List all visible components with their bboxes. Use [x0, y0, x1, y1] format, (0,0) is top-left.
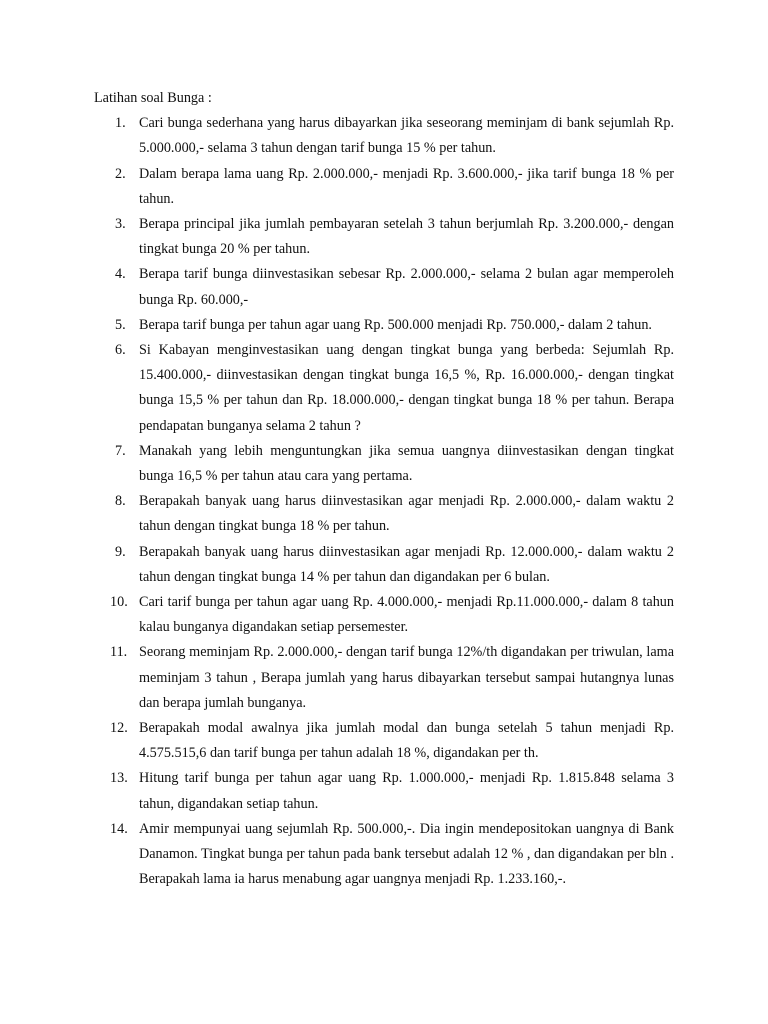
- question-item: [94, 212, 674, 262]
- question-item: [94, 162, 674, 212]
- question-text: Hitung tarif bunga per tahun agar uang Rp. 1.000.000,- menjadi Rp. 1.815.848 selama 3 tahun, digandakan setiap tahun.: [139, 770, 674, 812]
- question-number: 5.: [115, 316, 126, 333]
- question-number: 8.: [115, 493, 126, 510]
- question-number: 13.: [110, 770, 128, 787]
- question-item: [94, 262, 674, 312]
- question-text: Dalam berapa lama uang Rp. 2.000.000,- menjadi Rp. 3.600.000,- jika tarif bunga 18 % per tahun.: [139, 165, 674, 207]
- question-text: Berapakah banyak uang harus diinvestasikan agar menjadi Rp. 2.000.000,- dalam waktu 2 tahun dengan tingkat bunga 18 % per tahun.: [139, 493, 674, 535]
- question-text: Berapakah banyak uang harus diinvestasikan agar menjadi Rp. 12.000.000,- dalam waktu 2 tahun dengan tingkat bunga 14 % per tahun dan digandakan per 6 bulan.: [139, 543, 674, 585]
- question-item: [94, 439, 674, 489]
- question-number: 10.: [110, 594, 128, 611]
- question-item: [94, 590, 674, 640]
- question-number: 11.: [110, 644, 128, 661]
- question-text: Cari bunga sederhana yang harus dibayarkan jika seseorang meminjam di bank sejumlah Rp. 5.000.000,- selama 3 tahun dengan tarif bunga 15 % per tahun.: [139, 115, 674, 157]
- question-number: 2.: [115, 165, 126, 182]
- question-text: Si Kabayan menginvestasikan uang dengan tingkat bunga yang berbeda: Sejumlah Rp. 15.400.000,- diinvestasikan dengan tingkat bunga 16,5 %, Rp. 16.000.000,- dengan tingkat bunga 15,5 % per tahun dan Rp. 18.000.000,- dengan tingkat bunga 18 % per tahun. Berapa pendapatan bunganya selama 2 tahun ?: [139, 342, 674, 434]
- question-item: [94, 338, 674, 439]
- question-item: [94, 313, 674, 338]
- question-number: 12.: [110, 720, 128, 737]
- question-text: Berapa principal jika jumlah pembayaran setelah 3 tahun berjumlah Rp. 3.200.000,- dengan tingkat bunga 20 % per tahun.: [139, 216, 674, 258]
- question-number: 9.: [115, 543, 126, 560]
- document-title: Latihan soal Bunga :: [94, 90, 212, 106]
- question-item: [94, 640, 674, 716]
- question-number: 7.: [115, 442, 126, 459]
- question-list: [94, 111, 674, 892]
- question-number: 14.: [110, 820, 128, 837]
- question-number: 3.: [115, 216, 126, 233]
- question-item: [94, 766, 674, 816]
- question-item: [94, 111, 674, 161]
- question-number: 4.: [115, 266, 126, 283]
- question-text: Seorang meminjam Rp. 2.000.000,- dengan tarif bunga 12%/th digandakan per triwulan, lama meminjam 3 tahun , Berapa jumlah yang harus dibayarkan tersebut sampai hutangnya lunas dan berapa jumlah bunganya.: [139, 644, 674, 711]
- question-text: Cari tarif bunga per tahun agar uang Rp. 4.000.000,- menjadi Rp.11.000.000,- dalam 8 tahun kalau bunganya digandakan setiap persemester.: [139, 594, 674, 636]
- question-item: [94, 817, 674, 893]
- question-text: Berapa tarif bunga per tahun agar uang Rp. 500.000 menjadi Rp. 750.000,- dalam 2 tahun.: [139, 316, 652, 333]
- question-item: [94, 540, 674, 590]
- question-number: 1.: [115, 115, 126, 132]
- question-text: Berapa tarif bunga diinvestasikan sebesar Rp. 2.000.000,- selama 2 bulan agar memperoleh bunga Rp. 60.000,-: [139, 266, 674, 308]
- question-item: [94, 716, 674, 766]
- question-text: Berapakah modal awalnya jika jumlah modal dan bunga setelah 5 tahun menjadi Rp. 4.575.515,6 dan tarif bunga per tahun adalah 18 %, digandakan per th.: [139, 720, 674, 762]
- question-number: 6.: [115, 342, 126, 359]
- question-item: [94, 489, 674, 539]
- question-text: Amir mempunyai uang sejumlah Rp. 500.000,-. Dia ingin mendepositokan uangnya di Bank Danamon. Tingkat bunga per tahun pada bank tersebut adalah 12 % , dan digandakan per bln . Berapakah lama ia harus menabung agar uangnya menjadi Rp. 1.233.160,-.: [139, 820, 674, 888]
- question-text: Manakah yang lebih menguntungkan jika semua uangnya diinvestasikan dengan tingkat bunga 16,5 % per tahun atau cara yang pertama.: [139, 442, 674, 485]
